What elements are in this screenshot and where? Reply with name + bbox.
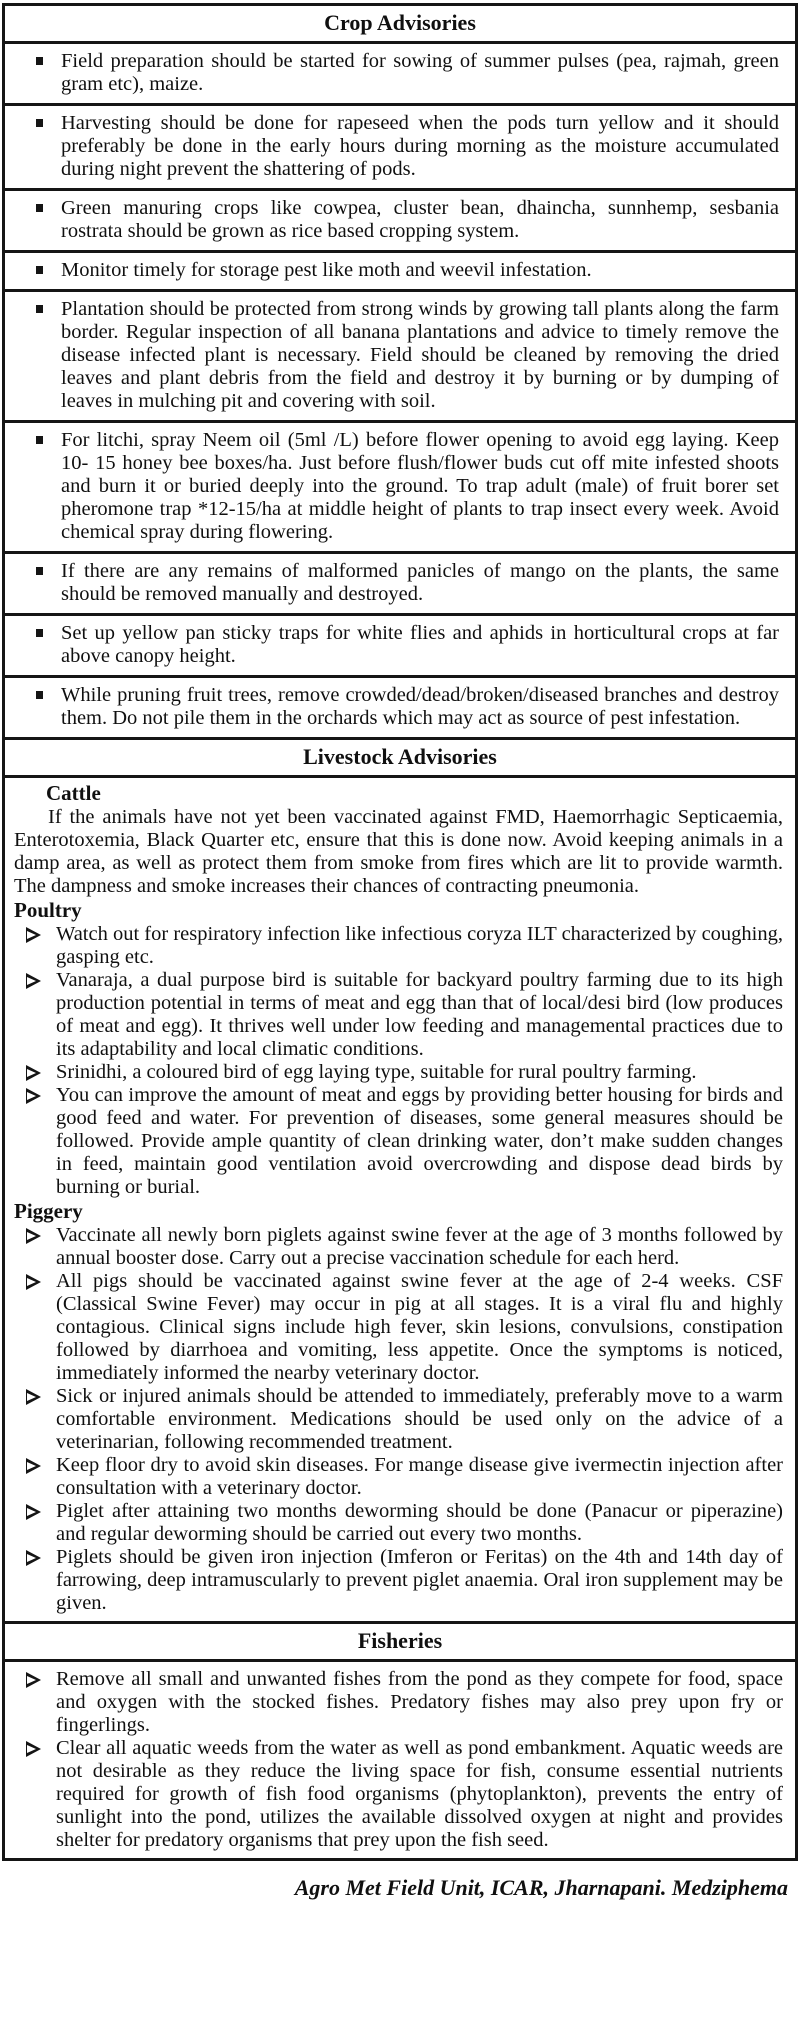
item-text: Srinidhi, a coloured bird of egg laying type, suitable for rural poultry farming. <box>56 1061 697 1083</box>
item-text: Watch out for respiratory infection like infectious coryza ILT characterized by coughing, gasping etc. <box>56 923 783 968</box>
bullet-column <box>5 298 61 413</box>
arrow-bullet-icon <box>26 973 41 989</box>
bullet-column <box>5 112 61 181</box>
arrow-bullet-icon <box>26 1741 41 1757</box>
bullet-column <box>14 1385 56 1454</box>
bullet-column <box>14 923 56 969</box>
advisory-text: While pruning fruit trees, remove crowded/dead/broken/diseased branches and destroy them. Do not pile them in the orchards which may act as source of pest infestation. <box>61 684 779 729</box>
square-bullet-icon <box>36 57 43 65</box>
poultry-item <box>14 1084 783 1199</box>
arrow-bullet-icon <box>26 1088 41 1104</box>
bullet-column <box>14 1546 56 1615</box>
arrow-bullet-icon <box>26 1274 41 1290</box>
crop-advisory-row <box>5 289 795 420</box>
bullet-column <box>5 622 61 668</box>
bullet-column <box>5 259 61 282</box>
arrow-bullet-icon <box>26 927 41 943</box>
bullet-column <box>14 1224 56 1270</box>
arrow-bullet-icon <box>26 1672 41 1688</box>
advisory-text: If there are any remains of malformed panicles of mango on the plants, the same should be removed manually and destroyed. <box>61 560 779 605</box>
square-bullet-icon <box>36 691 43 699</box>
square-bullet-icon <box>36 567 43 575</box>
fisheries-item <box>14 1737 783 1852</box>
fisheries-title: Fisheries <box>5 1621 795 1659</box>
item-text: Clear all aquatic weeds from the water as well as pond embankment. Aquatic weeds are not desirable as they reduce the living space for fish, consume essential nutrients required for growth of fish food organisms (phytoplankton), prevents the entry of sunlight into the pond, utilizes the available dissolved oxygen at night and provides shelter for predatory organisms that prey upon the fish seed. <box>56 1737 783 1851</box>
item-text: Piglet after attaining two months deworming should be done (Panacur or piperazine) and regular deworming should be carried out every two months. <box>56 1500 783 1545</box>
advisory-table <box>2 3 798 1861</box>
advisory-text: Green manuring crops like cowpea, cluster bean, dhaincha, sunnhemp, sesbania rostrata should be grown as rice based cropping system. <box>61 197 779 242</box>
poultry-item <box>14 969 783 1061</box>
crop-advisory-row <box>5 41 795 103</box>
bullet-column <box>5 197 61 243</box>
bullet-column <box>5 560 61 606</box>
square-bullet-icon <box>36 629 43 637</box>
item-text: Keep floor dry to avoid skin diseases. For mange disease give ivermectin injection after consultation with a veterinary doctor. <box>56 1454 783 1499</box>
bullet-column <box>14 1454 56 1500</box>
square-bullet-icon <box>36 305 43 313</box>
bullet-column <box>14 1737 56 1852</box>
poultry-item <box>14 1061 783 1084</box>
crop-advisory-row <box>5 551 795 613</box>
crop-advisory-row <box>5 420 795 551</box>
fisheries-cell <box>5 1659 795 1858</box>
item-text: Remove all small and unwanted fishes from the pond as they compete for food, space and oxygen with the stocked fishes. Predatory fishes may also prey upon fry or fingerlings. <box>56 1668 783 1736</box>
item-text: You can improve the amount of meat and eggs by providing better housing for birds and good feed and water. For prevention of diseases, some general measures should be followed. Provide ample quantity of clean drinking water, don’t make sudden changes in feed, maintain good ventilation avoid overcrowding and dispose dead birds by burning or burial. <box>56 1084 783 1198</box>
bullet-column <box>14 1084 56 1199</box>
arrow-bullet-icon <box>26 1389 41 1405</box>
livestock-cell <box>5 775 795 1621</box>
bullet-column <box>14 969 56 1061</box>
arrow-bullet-icon <box>26 1228 41 1244</box>
item-text: Vanaraja, a dual purpose bird is suitable for backyard poultry farming due to its high production potential in terms of meat and egg than that of local/desi bird (low produces of meat and egg). It thrives well under low feeding and managemental practices due to its adaptability and local climatic conditions. <box>56 969 783 1060</box>
square-bullet-icon <box>36 436 43 444</box>
advisory-text: Set up yellow pan sticky traps for white flies and aphids in horticultural crops at far above canopy height. <box>61 622 779 667</box>
piggery-item <box>14 1270 783 1385</box>
piggery-item <box>14 1546 783 1615</box>
item-text: Sick or injured animals should be attended to immediately, preferably move to a warm comfortable environment. Medications should be used only on the advice of a veterinarian, following recommended treatment. <box>56 1385 783 1453</box>
piggery-item <box>14 1224 783 1270</box>
arrow-bullet-icon <box>26 1550 41 1566</box>
bullet-column <box>14 1061 56 1084</box>
crop-advisory-row <box>5 613 795 675</box>
advisory-text: Field preparation should be started for sowing of summer pulses (pea, rajmah, green gram etc), maize. <box>61 50 779 95</box>
advisory-text: For litchi, spray Neem oil (5ml /L) before flower opening to avoid egg laying. Keep 10- 15 honey bee boxes/ha. Just before flush/flower buds cut off mite infested shoots and burn it or buried deeply into the ground. To trap adult (male) of fruit borer set pheromone trap *12-15/ha at middle height of plants to trap insect every week. Avoid chemical spray during flowering. <box>61 429 779 543</box>
crop-advisories-title: Crop Advisories <box>324 10 476 35</box>
square-bullet-icon <box>36 266 43 274</box>
piggery-item <box>14 1500 783 1546</box>
cattle-heading: Cattle <box>46 781 101 805</box>
item-text: Vaccinate all newly born piglets against swine fever at the age of 3 months followed by annual booster dose. Carry out a precise vaccination schedule for each herd. <box>56 1224 783 1269</box>
fisheries-item <box>14 1668 783 1737</box>
square-bullet-icon <box>36 204 43 212</box>
bullet-column <box>14 1270 56 1385</box>
arrow-bullet-icon <box>26 1065 41 1081</box>
crop-advisory-row <box>5 103 795 188</box>
arrow-bullet-icon <box>26 1458 41 1474</box>
piggery-heading: Piggery <box>14 1199 83 1223</box>
piggery-item <box>14 1385 783 1454</box>
square-bullet-icon <box>36 119 43 127</box>
poultry-heading: Poultry <box>14 898 82 922</box>
advisory-text: Harvesting should be done for rapeseed when the pods turn yellow and it should preferably be done in the early hours during morning as the moisture accumulated during night prevent the shattering of pods. <box>61 112 779 180</box>
cattle-paragraph: If the animals have not yet been vaccinated against FMD, Haemorrhagic Septicaemia, Enterotoxemia, Black Quarter etc, ensure that this is done now. Avoid keeping animals in a damp area, as well as protect them from smoke from fires which are lit to provide warmth. The dampness and smoke increases their chances of contracting pneumonia. <box>14 806 783 897</box>
crop-advisory-row <box>5 188 795 250</box>
bullet-column <box>14 1668 56 1737</box>
item-text: All pigs should be vaccinated against swine fever at the age of 2-4 weeks. CSF (Classical Swine Fever) may occur in pig at all stages. It is a viral flu and highly contagious. Clinical signs include high fever, skin lesions, convulsions, constipation followed by diarrhoea and vomiting, less appetite. Once the symptoms is noticed, immediately informed the nearby veterinary doctor. <box>56 1270 783 1384</box>
crop-advisory-row <box>5 675 795 737</box>
bullet-column <box>5 429 61 544</box>
bullet-column <box>5 50 61 96</box>
footer-credit: Agro Met Field Unit, ICAR, Jharnapani. Medziphema <box>294 1875 788 1900</box>
bullet-column <box>5 684 61 730</box>
piggery-item <box>14 1454 783 1500</box>
advisory-text: Monitor timely for storage pest like moth and weevil infestation. <box>61 259 592 281</box>
item-text: Piglets should be given iron injection (Imferon or Feritas) on the 4th and 14th day of farrowing, deep intramuscularly to prevent piglet anaemia. Oral iron supplement may be given. <box>56 1546 783 1614</box>
livestock-advisories-title: Livestock Advisories <box>5 737 795 775</box>
crop-advisory-row <box>5 250 795 289</box>
poultry-item <box>14 923 783 969</box>
advisory-text: Plantation should be protected from strong winds by growing tall plants along the farm border. Regular inspection of all banana plantations and advice to timely remove the disease infected plant is necessary. Field should be cleaned by removing the dried leaves and plant debris from the field and destroy it by burning or by dumping of leaves in mulching pit and covering with soil. <box>61 298 779 412</box>
bullet-column <box>14 1500 56 1546</box>
arrow-bullet-icon <box>26 1504 41 1520</box>
